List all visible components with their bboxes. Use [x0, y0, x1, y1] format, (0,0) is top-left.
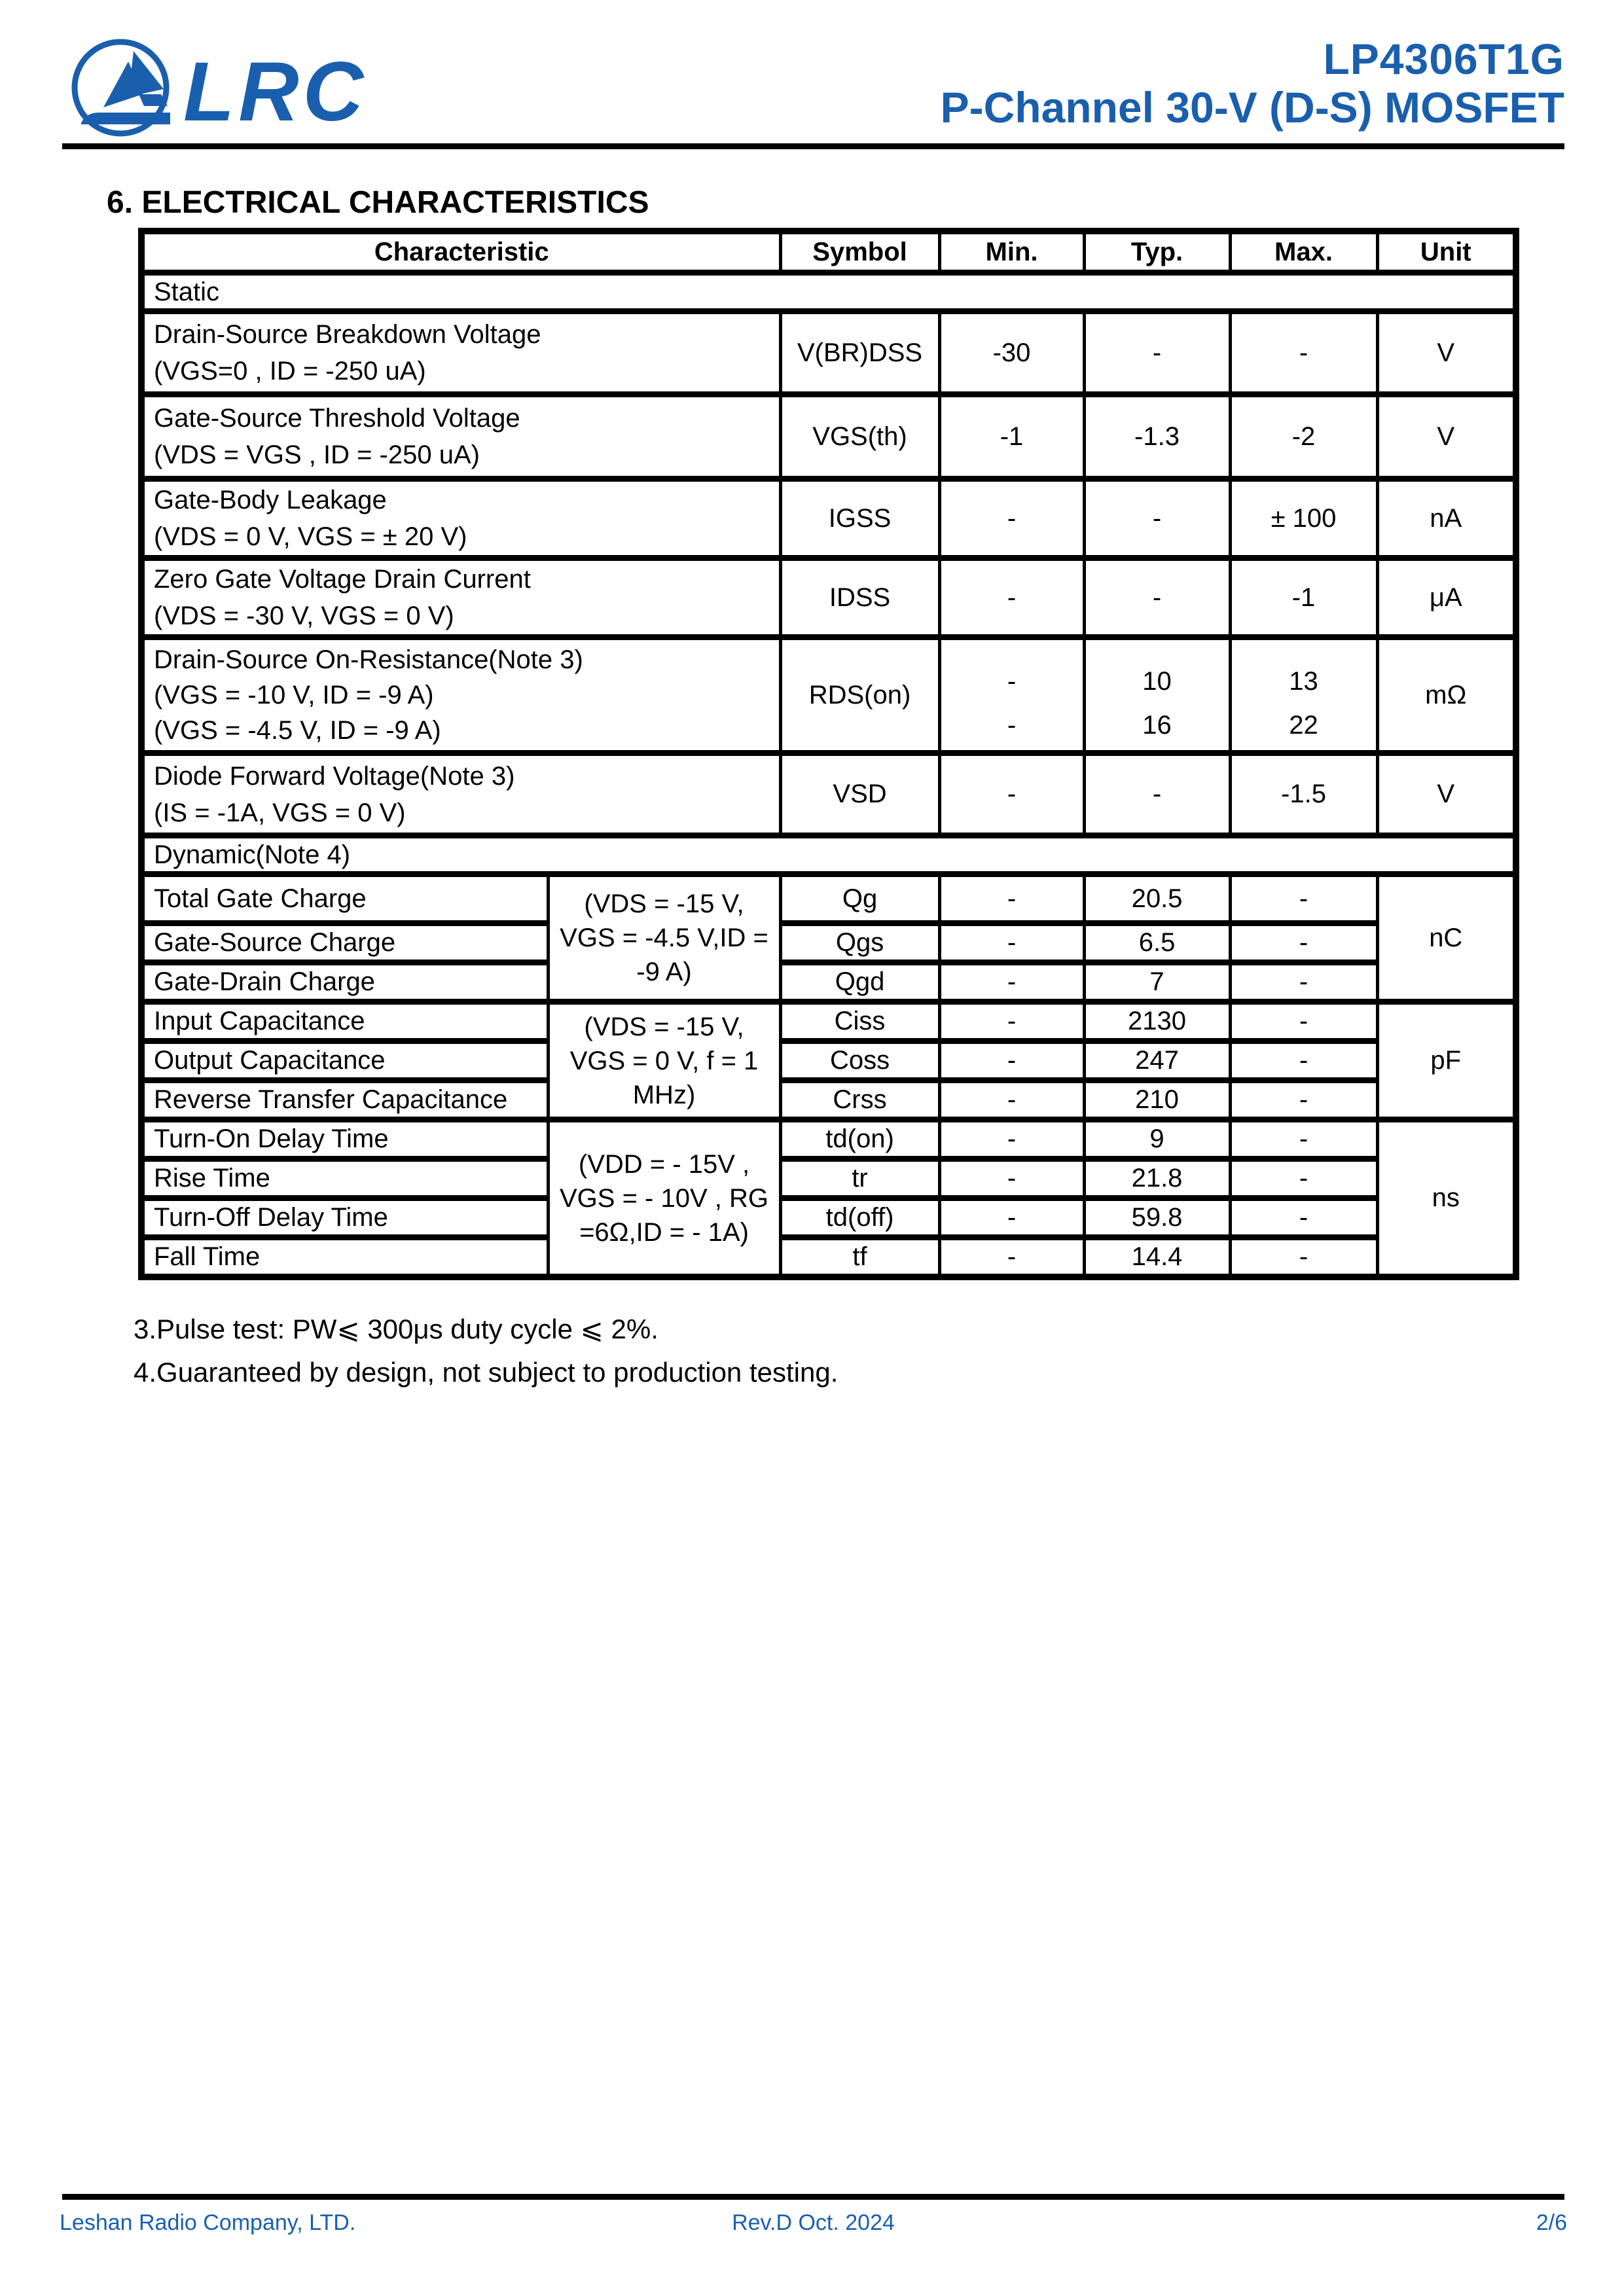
cell-unit: nA [1377, 479, 1516, 558]
cell-typ: 2130 [1084, 1002, 1230, 1041]
cell-max: -2 [1230, 395, 1377, 479]
electrical-characteristics-table [138, 228, 1519, 1280]
cell-min: - [939, 1198, 1084, 1238]
cell-min: - [939, 924, 1084, 963]
table-row [141, 312, 1516, 395]
cell-symbol: Qgs [780, 924, 939, 963]
cell-test-condition: (VDD = - 15V , VGS = - 10V , RG =6Ω,ID = - 1A) [548, 1120, 780, 1278]
lrc-logo [65, 34, 380, 142]
table-row [141, 395, 1516, 479]
cell-min: - - [939, 637, 1084, 753]
cell-characteristic: Turn-On Delay Time [141, 1120, 548, 1159]
col-header-characteristic: Characteristic [141, 231, 780, 273]
cell-max: - [1230, 1081, 1377, 1120]
table-row [141, 1238, 1516, 1278]
section-label-dynamic: Dynamic(Note 4) [141, 836, 1516, 874]
cell-max: - [1230, 874, 1377, 924]
cell-symbol: Crss [780, 1081, 939, 1120]
table-header-row [141, 231, 1516, 273]
footer-divider [62, 2194, 1564, 2200]
page-header [62, 31, 1564, 143]
cell-symbol: VGS(th) [780, 395, 939, 479]
table-row [141, 1002, 1516, 1041]
cell-characteristic: Fall Time [141, 1238, 548, 1278]
cell-symbol: tr [780, 1159, 939, 1198]
table-row [141, 479, 1516, 558]
cell-max: - [1230, 1198, 1377, 1238]
cell-typ: - [1084, 753, 1230, 836]
cell-typ: 9 [1084, 1120, 1230, 1159]
cell-characteristic: Turn-Off Delay Time [141, 1198, 548, 1238]
cell-characteristic: Gate-Body Leakage (VDS = 0 V, VGS = ± 20 V) [141, 479, 780, 558]
cell-typ: 247 [1084, 1041, 1230, 1081]
section-row-static [141, 273, 1516, 312]
cell-symbol: VSD [780, 753, 939, 836]
cell-unit: mΩ [1377, 637, 1516, 753]
col-header-max: Max. [1230, 231, 1377, 273]
cell-characteristic: Gate-Source Charge [141, 924, 548, 963]
note-pulse-test: 3.Pulse test: PW⩽ 300μs duty cycle ⩽ 2%. [134, 1314, 659, 1344]
lrc-logo-icon [65, 34, 380, 142]
cell-characteristic: Output Capacitance [141, 1041, 548, 1081]
table-row [141, 1159, 1516, 1198]
logo-text: LRC [183, 45, 368, 139]
cell-max: ± 100 [1230, 479, 1377, 558]
cell-characteristic: Rise Time [141, 1159, 548, 1198]
cell-unit: V [1377, 753, 1516, 836]
table-row [141, 963, 1516, 1002]
cell-max: - [1230, 312, 1377, 395]
table-row [141, 1041, 1516, 1081]
cell-typ: - [1084, 558, 1230, 637]
cell-typ: -1.3 [1084, 395, 1230, 479]
cell-min: - [939, 1081, 1084, 1120]
cell-typ: 210 [1084, 1081, 1230, 1120]
cell-min: - [939, 1120, 1084, 1159]
cell-unit: ns [1377, 1120, 1516, 1278]
cell-symbol: Ciss [780, 1002, 939, 1041]
cell-min: - [939, 1238, 1084, 1278]
table-row [141, 753, 1516, 836]
cell-min: - [939, 963, 1084, 1002]
cell-symbol: RDS(on) [780, 637, 939, 753]
cell-symbol: IGSS [780, 479, 939, 558]
table-row [141, 924, 1516, 963]
cell-typ: - [1084, 312, 1230, 395]
cell-typ: 14.4 [1084, 1238, 1230, 1278]
cell-max: - [1230, 1002, 1377, 1041]
cell-symbol: Qgd [780, 963, 939, 1002]
cell-characteristic: Drain-Source On-Resistance(Note 3) (VGS = -10 V, ID = -9 A) (VGS = -4.5 V, ID = -9 A) [141, 637, 780, 753]
section-row-dynamic [141, 836, 1516, 874]
section-title: 6. ELECTRICAL CHARACTERISTICS [107, 185, 649, 220]
cell-max: -1 [1230, 558, 1377, 637]
table-row [141, 1120, 1516, 1159]
cell-characteristic: Drain-Source Breakdown Voltage (VGS=0 , ID = -250 uA) [141, 312, 780, 395]
cell-min: -30 [939, 312, 1084, 395]
footer-page-number: 2/6 [1536, 2210, 1567, 2235]
footer-company: Leshan Radio Company, LTD. [60, 2210, 356, 2235]
table-row [141, 1081, 1516, 1120]
cell-max: - [1230, 1041, 1377, 1081]
cell-typ: 59.8 [1084, 1198, 1230, 1238]
cell-min: - [939, 1041, 1084, 1081]
header-divider [62, 143, 1564, 149]
cell-characteristic: Input Capacitance [141, 1002, 548, 1041]
col-header-unit: Unit [1377, 231, 1516, 273]
footer-revision: Rev.D Oct. 2024 [732, 2210, 895, 2235]
cell-symbol: tf [780, 1238, 939, 1278]
table-row [141, 637, 1516, 753]
cell-unit: V [1377, 312, 1516, 395]
cell-min: - [939, 753, 1084, 836]
cell-min: - [939, 558, 1084, 637]
cell-symbol: td(on) [780, 1120, 939, 1159]
cell-symbol: td(off) [780, 1198, 939, 1238]
cell-symbol: V(BR)DSS [780, 312, 939, 395]
cell-characteristic: Gate-Source Threshold Voltage (VDS = VGS , ID = -250 uA) [141, 395, 780, 479]
cell-max: - [1230, 1159, 1377, 1198]
cell-characteristic: Zero Gate Voltage Drain Current (VDS = -30 V, VGS = 0 V) [141, 558, 780, 637]
cell-test-condition: (VDS = -15 V, VGS = -4.5 V,ID = -9 A) [548, 874, 780, 1002]
table-row [141, 1198, 1516, 1238]
cell-unit: nC [1377, 874, 1516, 1002]
cell-min: - [939, 874, 1084, 924]
table-row [141, 558, 1516, 637]
cell-typ: 10 16 [1084, 637, 1230, 753]
cell-max: - [1230, 1238, 1377, 1278]
cell-min: - [939, 1159, 1084, 1198]
cell-min: - [939, 1002, 1084, 1041]
cell-max: -1.5 [1230, 753, 1377, 836]
cell-typ: 7 [1084, 963, 1230, 1002]
cell-test-condition: (VDS = -15 V, VGS = 0 V, f = 1 MHz) [548, 1002, 780, 1120]
col-header-min: Min. [939, 231, 1084, 273]
cell-characteristic: Reverse Transfer Capacitance [141, 1081, 548, 1120]
cell-typ: 6.5 [1084, 924, 1230, 963]
note-guaranteed-by-design: 4.Guaranteed by design, not subject to production testing. [134, 1357, 839, 1388]
cell-symbol: IDSS [780, 558, 939, 637]
cell-characteristic: Gate-Drain Charge [141, 963, 548, 1002]
cell-typ: 20.5 [1084, 874, 1230, 924]
col-header-symbol: Symbol [780, 231, 939, 273]
cell-unit: V [1377, 395, 1516, 479]
footnotes [134, 1314, 838, 1401]
cell-unit: μA [1377, 558, 1516, 637]
cell-typ: - [1084, 479, 1230, 558]
part-number: LP4306T1G [1323, 35, 1564, 83]
page-title: P-Channel 30-V (D-S) MOSFET [940, 83, 1564, 132]
cell-symbol: Coss [780, 1041, 939, 1081]
cell-characteristic: Total Gate Charge [141, 874, 548, 924]
cell-max: - [1230, 1120, 1377, 1159]
cell-min: - [939, 479, 1084, 558]
title-block [941, 35, 1564, 132]
section-label-static: Static [141, 273, 1516, 312]
cell-min: -1 [939, 395, 1084, 479]
cell-max: - [1230, 924, 1377, 963]
cell-max: - [1230, 963, 1377, 1002]
table-row [141, 874, 1516, 924]
cell-unit: pF [1377, 1002, 1516, 1120]
cell-typ: 21.8 [1084, 1159, 1230, 1198]
cell-symbol: Qg [780, 874, 939, 924]
cell-max: 13 22 [1230, 637, 1377, 753]
cell-characteristic: Diode Forward Voltage(Note 3) (IS = -1A, VGS = 0 V) [141, 753, 780, 836]
col-header-typ: Typ. [1084, 231, 1230, 273]
page-footer [60, 2194, 1567, 2236]
